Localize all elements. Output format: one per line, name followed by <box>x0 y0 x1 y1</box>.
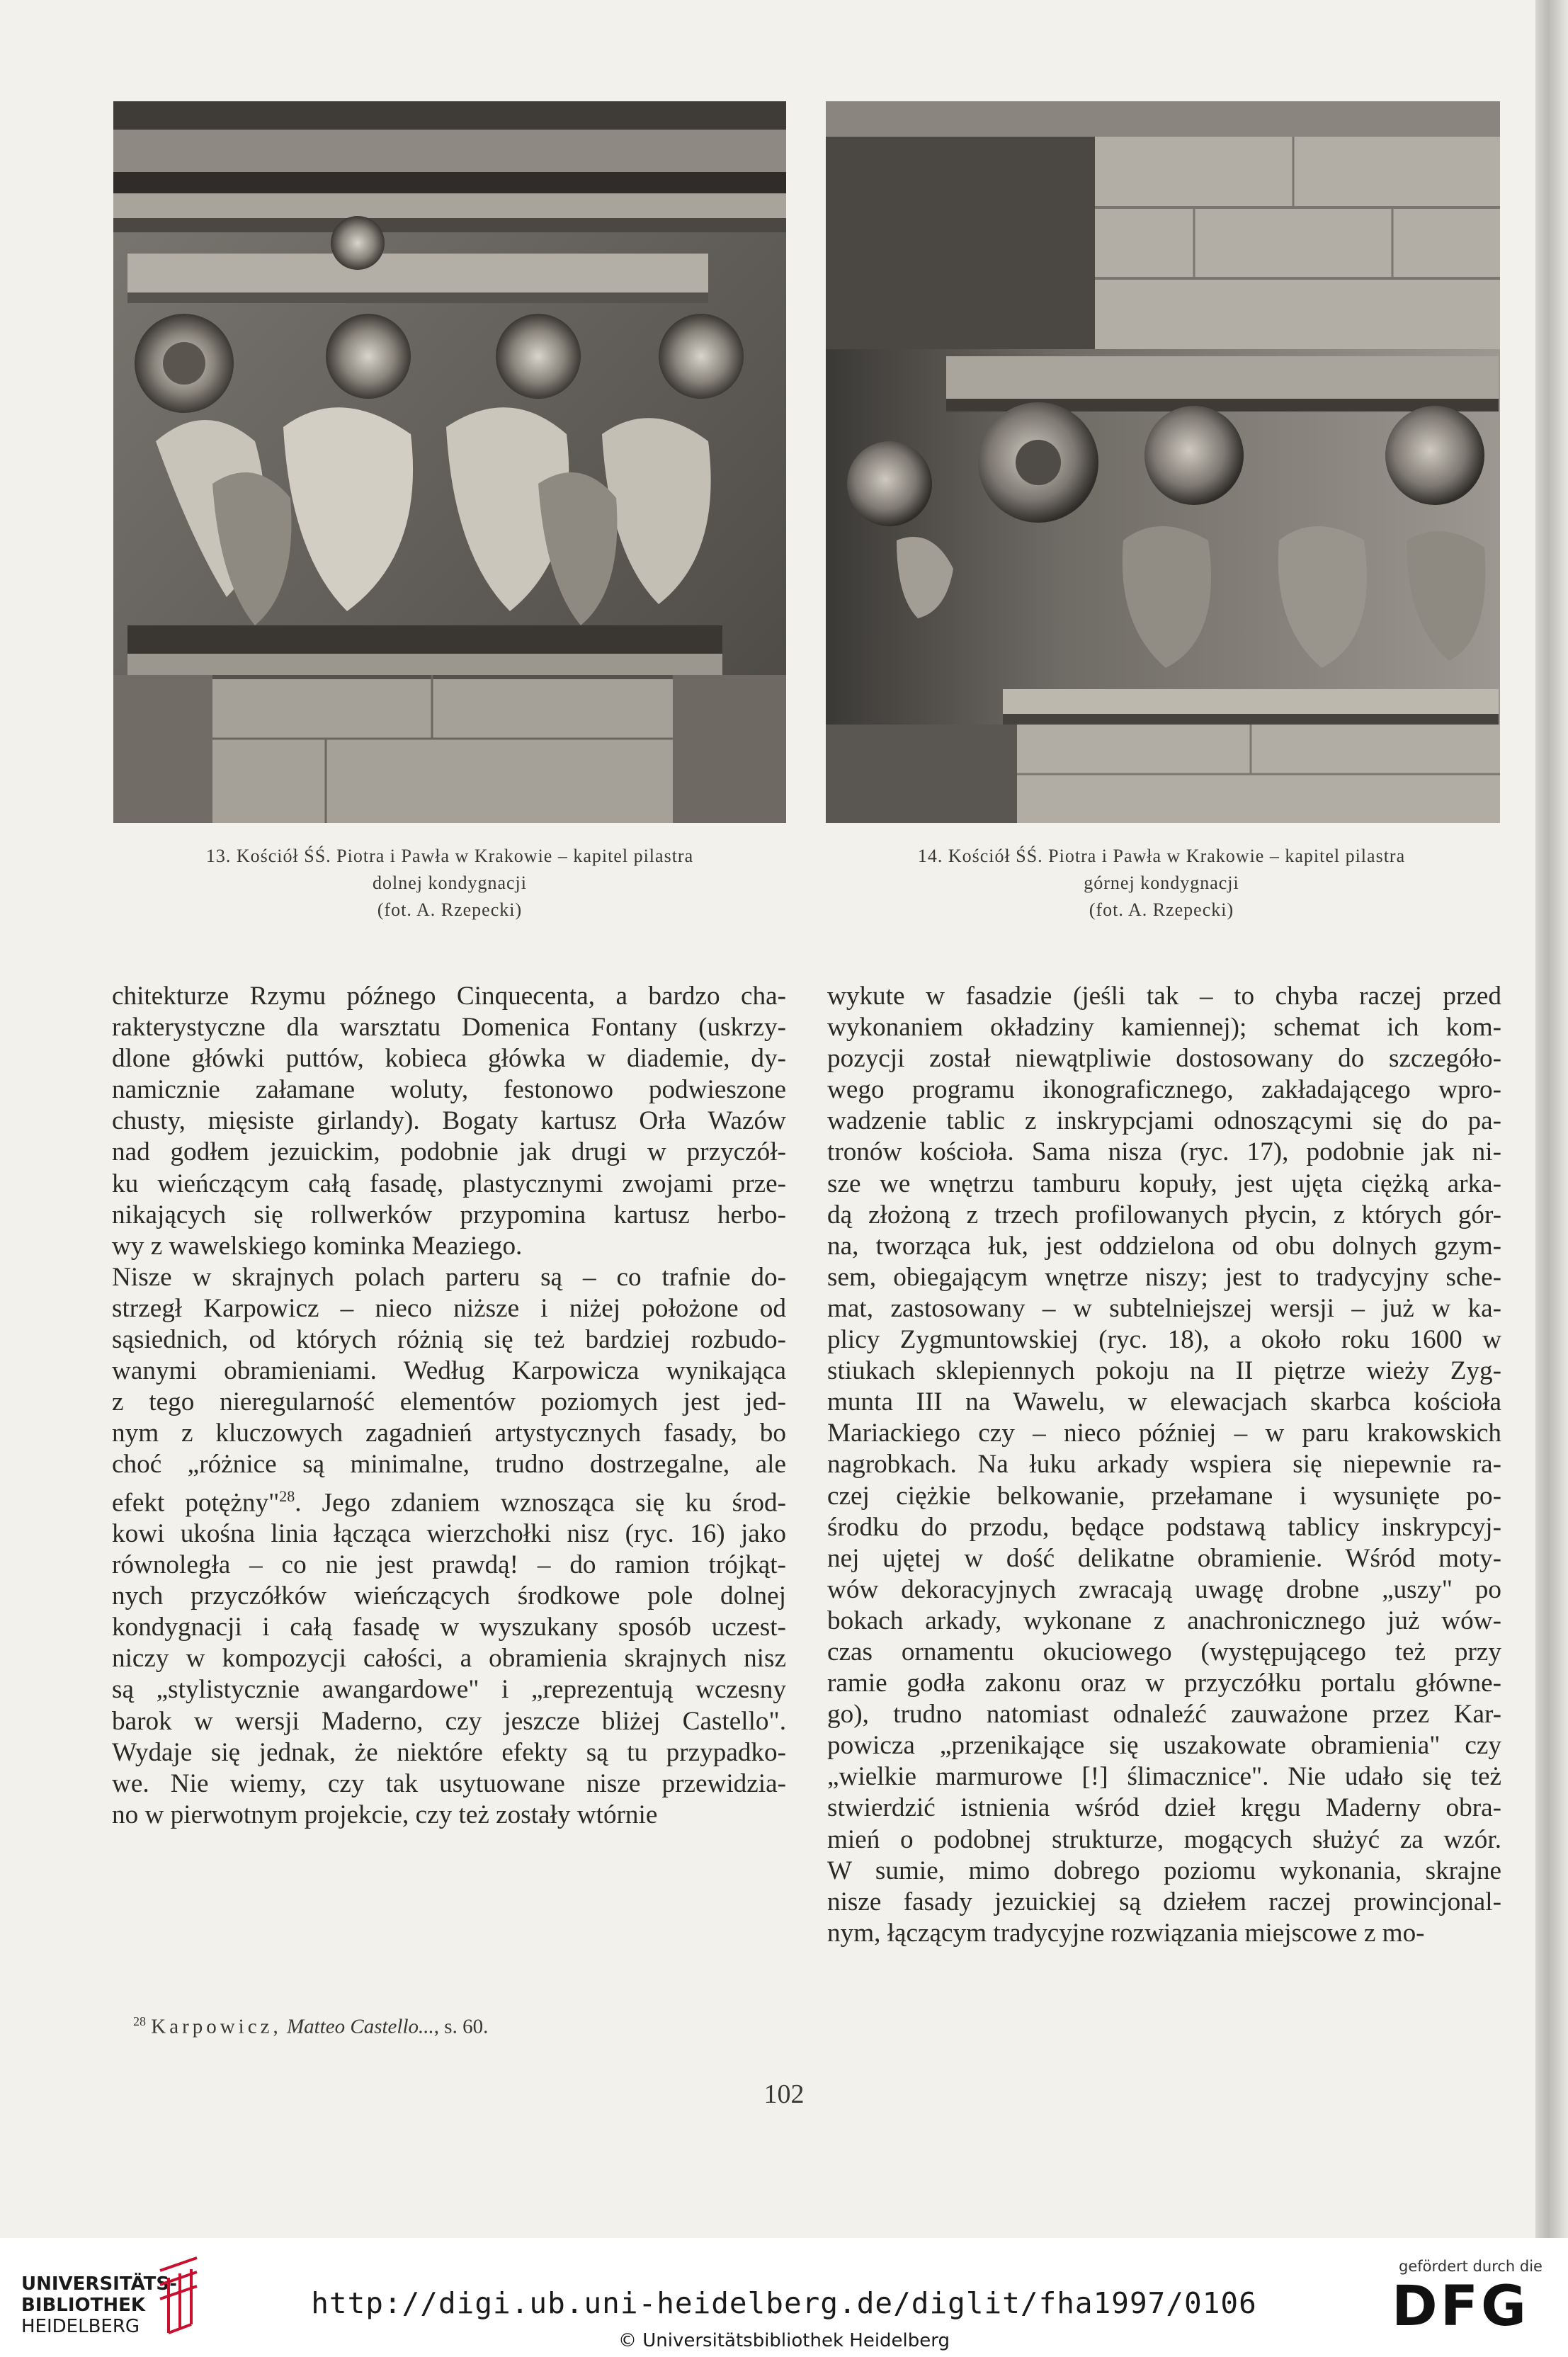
text-line: na, tworząca łuk, jest oddzielona od obu dolnych gzym- <box>827 1231 1501 1261</box>
figure-14-caption-line: górnej kondygnacji <box>1084 873 1239 893</box>
dfg-logo: DFG <box>1392 2275 1530 2339</box>
text-line: tronów kościoła. Sama nisza (ryc. 17), podobnie jak ni- <box>827 1137 1501 1167</box>
figure-13-caption-line: dolnej kondygnacji <box>372 873 527 893</box>
text-line: dlone główki puttów, kobieca główka w diademie, dy- <box>112 1044 786 1074</box>
footnote-author: Karpowicz, <box>151 2015 282 2038</box>
figure-13-photo <box>113 101 786 823</box>
text-line: są „stylistycznie awangardowe" i „reprezentują wczesny <box>112 1675 786 1705</box>
text-line: wanymi obramieniami. Według Karpowicza wynikająca <box>112 1356 786 1386</box>
text-line: nisze fasady jezuickiej są dziełem raczej prowincjonal- <box>827 1887 1501 1916</box>
text-line: barok w wersji Maderno, czy jeszcze bliżej Castello". <box>112 1706 786 1736</box>
text-line: kondygnacji i całą fasadę w wyszukany sposób uczest- <box>112 1613 786 1642</box>
text-line: Wydaje się jednak, że niektóre efekty są tu przypadko- <box>112 1737 786 1767</box>
text-line: środku do przodu, będące podstawą tablicy inskrypcyj- <box>827 1512 1501 1542</box>
page-edge <box>1535 0 1568 2357</box>
library-name-line3: HEIDELBERG <box>21 2316 140 2337</box>
text-line: sem, obiegającym wnętrze niszy; jest to tradycyjny sche- <box>827 1262 1501 1292</box>
text-line: no w pierwotnym projekcie, czy też zostały wtórnie <box>112 1800 658 1829</box>
text-line: stwierdzić istnienia wśród dzieł kręgu Maderny obra- <box>827 1793 1501 1823</box>
text-line: sze we wnętrzu tamburu kopuły, jest ujęta ciężką arka- <box>827 1169 1501 1198</box>
text-line: namicznie załamane woluty, festonowo podwieszone <box>112 1075 786 1105</box>
footnote <box>133 2007 488 2041</box>
text-line: pozycji został niewątpliwie dostosowany do szczegóło- <box>827 1044 1501 1074</box>
text-line: wy z wawelskiego kominka Meaziego. <box>112 1231 523 1261</box>
text-line: sąsiednich, od których różnią się też bardziej rozbudo- <box>112 1325 786 1355</box>
text-line: plicy Zygmuntowskiej (ryc. 18), a około roku 1600 w <box>827 1325 1501 1355</box>
figure-14-caption-line: 14. Kościół ŚŚ. Piotra i Pawła w Krakowie – kapitel pilastra <box>917 846 1406 866</box>
text-line: Nisze w skrajnych polach parteru są – co trafnie do- <box>112 1262 786 1292</box>
text-line: Mariackiego czy – nieco później – w paru krakowskich <box>827 1419 1501 1448</box>
source-url-link[interactable]: http://digi.ub.uni-heidelberg.de/diglit/fha1997/0106 <box>311 2286 1257 2320</box>
text-line: mat, zastosowany – w subtelniejszej wersji – już w ka- <box>827 1293 1501 1323</box>
text-line: czas ornamentu okuciowego (występującego też przy <box>827 1637 1501 1666</box>
text-line: nej ujętej w dość delikatne obramienie. Wśród moty- <box>827 1543 1501 1573</box>
text-line: ku wieńczącym całą fasadę, plastycznymi zwojami prze- <box>112 1169 786 1198</box>
text-line: nym z kluczowych zagadnień artystycznych fasady, bo <box>112 1419 786 1448</box>
text-line: z tego nieregularność elementów poziomych jest jed- <box>112 1387 786 1417</box>
text-line: niczy w kompozycji całości, a obramienia skrajnych nisz <box>112 1644 786 1674</box>
footnote-pages: , s. 60. <box>433 2015 489 2038</box>
right-text-column <box>827 981 1501 1949</box>
funding-label: gefördert durch die <box>1399 2258 1543 2275</box>
text-line: nikających się rollwerków przypomina kartusz herbo- <box>112 1200 786 1229</box>
text-line: dą złożoną z trzech profilowanych płycin, z których gór- <box>827 1200 1501 1229</box>
text-line: choć „różnice są minimalne, trudno dostrzegalne, ale <box>112 1450 786 1479</box>
text-line: W sumie, mimo dobrego poziomu wykonania, skrajne <box>827 1856 1501 1885</box>
figure-14-photo <box>826 101 1500 823</box>
figure-13-caption <box>110 843 790 924</box>
footnote-title: Matteo Castello... <box>286 2015 434 2038</box>
text-line: munta III na Wawelu, w elewacjach skarbca kościoła <box>827 1387 1501 1417</box>
page-number: 102 <box>763 2079 805 2109</box>
text-line: „wielkie marmurowe [!] ślimacznice". Nie udało się też <box>827 1762 1501 1792</box>
text-line: wego programu ikonograficznego, zakładającego wpro- <box>827 1075 1501 1105</box>
library-name-line2: BIBLIOTHEK <box>21 2295 146 2316</box>
text-line: nych przyczółków wieńczących środkowe pole dolnej <box>112 1581 786 1611</box>
text-line: wadzenie tablic z inskrypcjami odnoszącymi się do pa- <box>827 1106 1501 1136</box>
text-line: we. Nie wiemy, czy tak usytuowane nisze przewidzia- <box>112 1768 786 1798</box>
figure-13-caption-line: 13. Kościół ŚŚ. Piotra i Pawła w Krakowie – kapitel pilastra <box>205 846 694 866</box>
text-line: nym, łączącym tradycyjne rozwiązania miejscowe z mo- <box>827 1918 1425 1948</box>
text-line: czej ciężkie belkowanie, przełamane i wysunięte po- <box>827 1481 1501 1511</box>
library-name-line1: UNIVERSITÄTS- <box>21 2273 177 2295</box>
footnote-number: 28 <box>133 2014 146 2028</box>
text-line: nagrobkach. Na łuku arkady wspiera się niepewnie ra- <box>827 1450 1501 1479</box>
figure-14-caption-line: (fot. A. Rzepecki) <box>1089 899 1234 920</box>
copyright-notice: © Universitätsbibliothek Heidelberg <box>618 2330 950 2351</box>
figure-13-caption-line: (fot. A. Rzepecki) <box>377 899 523 920</box>
text-line: chusty, mięsiste girlandy). Bogaty kartusz Orła Wazów <box>112 1106 786 1136</box>
text-line: wów dekoracyjnych zwracają uwagę drobne „uszy" po <box>827 1574 1501 1604</box>
text-line: efekt potężny"$^{28}$. Jego zdaniem wznosząca się ku środ- <box>112 1487 787 1517</box>
text-line: go), trudno natomiast odnaleźć zauważone przez Kar- <box>827 1700 1501 1730</box>
figure-14-caption <box>822 843 1501 924</box>
text-line: mień o podobnej strukturze, mogących służyć za wzór. <box>827 1824 1501 1854</box>
left-text-column <box>112 981 786 1831</box>
text-line: równoległa – co nie jest prawdą! – do ramion trójkąt- <box>112 1550 786 1580</box>
text-line: kowi ukośna linia łącząca wierzchołki nisz (ryc. 16) jako <box>112 1518 786 1548</box>
text-line: nad godłem jezuickim, podobnie jak drugi w przyczół- <box>112 1137 786 1167</box>
text-line: wykute w fasadzie (jeśli tak – to chyba raczej przed <box>827 982 1501 1011</box>
text-line: powicza „przenikające się uszakowate obramienia" czy <box>827 1731 1501 1761</box>
text-line: stiukach sklepiennych pokoju na II piętrze wieży Zyg- <box>827 1356 1501 1386</box>
text-line: ramie godła zakonu oraz w przyczółku portalu główne- <box>827 1669 1501 1698</box>
text-line: bokach arkady, wykonane z anachronicznego już wów- <box>827 1606 1501 1635</box>
text-line: wykonaniem okładziny kamiennej); schemat ich kom- <box>827 1013 1501 1043</box>
text-line: rakterystyczne dla warsztatu Domenica Fontany (uskrzy- <box>112 1013 786 1043</box>
text-line: strzegł Karpowicz – nieco niższe i niżej położone od <box>112 1293 786 1323</box>
text-line: chitekturze Rzymu późnego Cinquecenta, a bardzo cha- <box>112 982 786 1011</box>
